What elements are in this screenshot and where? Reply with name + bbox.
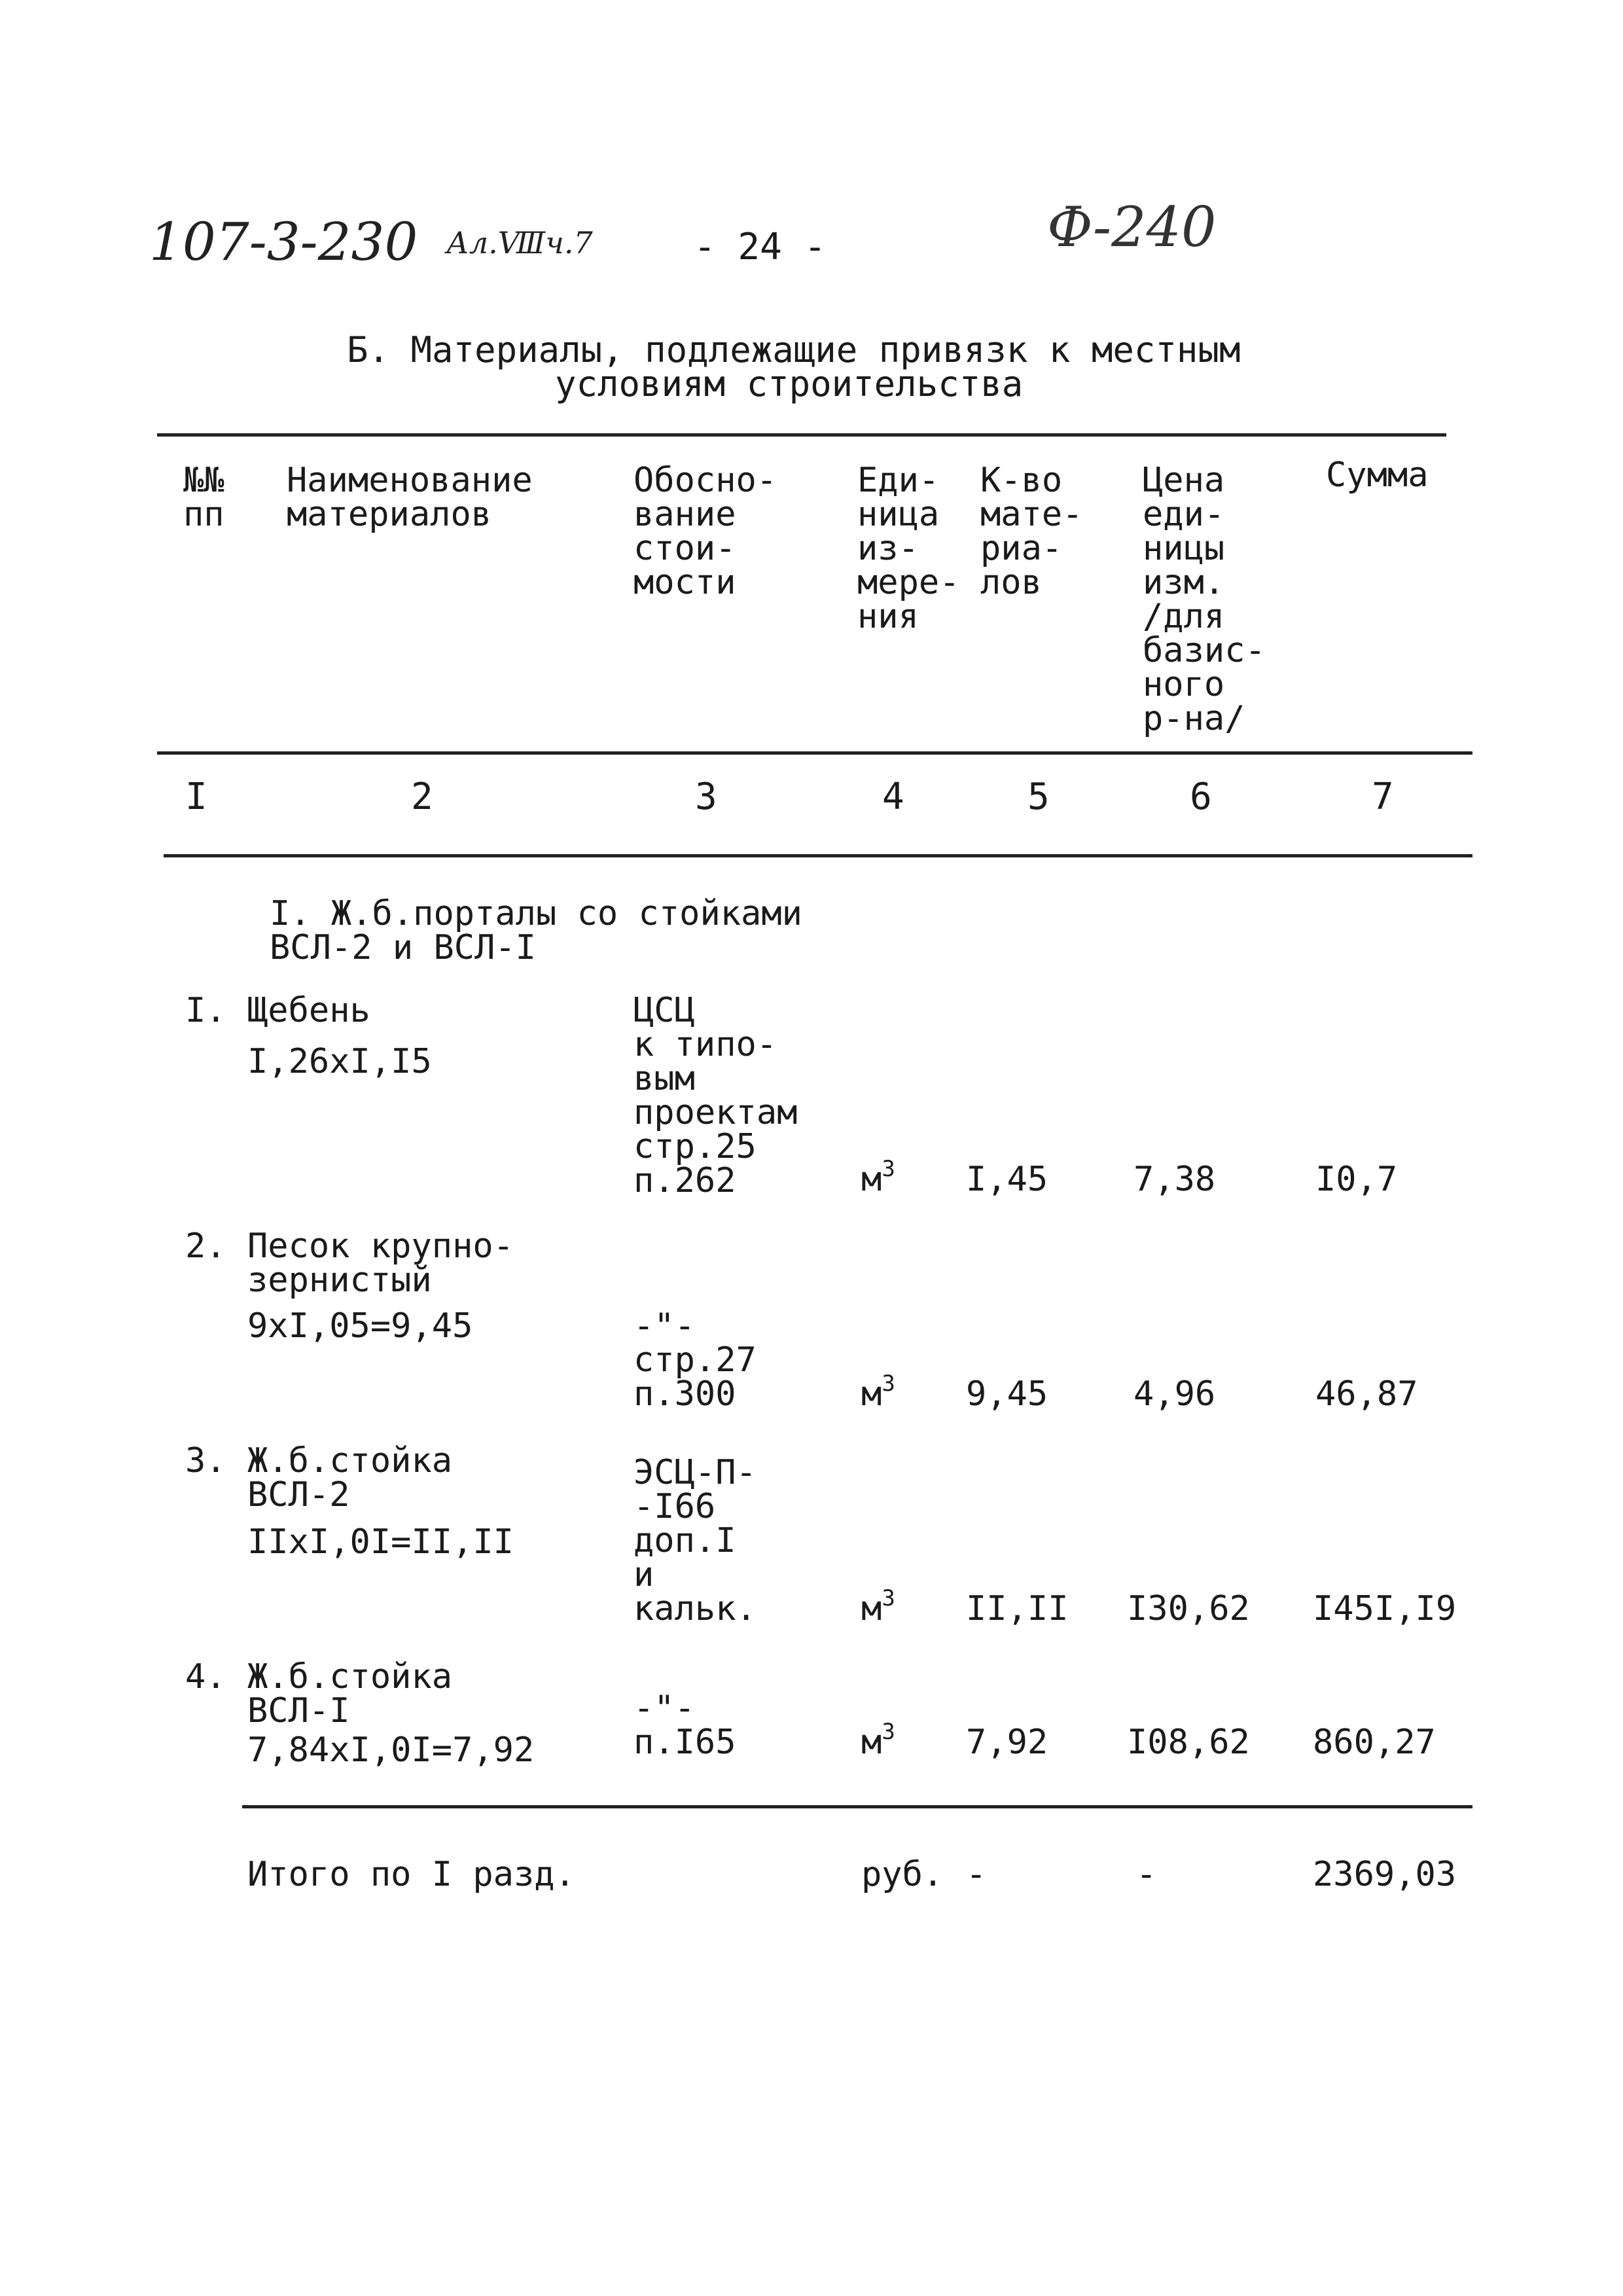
header-bottom-rule (157, 751, 1472, 755)
total-price: - (1136, 1855, 1157, 1894)
row-number: 2. (185, 1227, 226, 1266)
material-name: Ж.б.стойка ВСЛ-I (247, 1657, 453, 1731)
colnum-4: 4 (882, 776, 904, 818)
cost-basis: -"- п.I65 (633, 1689, 736, 1762)
total-rule (242, 1805, 1472, 1808)
header-sum: Сумма (1326, 456, 1429, 495)
quantity-calculation: 9xI,05=9,45 (247, 1306, 473, 1346)
unit: $м^3$ (861, 1585, 895, 1628)
unit-price: I08,62 (1127, 1723, 1250, 1762)
header-name: Наименование материалов (287, 461, 533, 534)
quantity-calculation: 7,84xI,0I=7,92 (247, 1731, 535, 1770)
cost-basis: ЭСЦ-П- -I66 доп.I и кальк. (633, 1453, 757, 1628)
subsection-heading: I. Ж.б.порталы со стойками ВСЛ-2 и ВСЛ-I (270, 894, 802, 967)
page-number: - 24 - (694, 226, 827, 268)
total-sum: 2369,03 (1313, 1855, 1457, 1894)
colnum-5: 5 (1027, 776, 1050, 818)
quantity: II,II (966, 1589, 1069, 1628)
material-name: Щебень (247, 991, 370, 1030)
total-unit: руб. (861, 1855, 944, 1894)
row-number: 3. (185, 1441, 226, 1480)
quantity: 9,45 (966, 1374, 1048, 1414)
unit: $м^3$ (861, 1371, 895, 1414)
section-title-line1: Б. Материалы, подлежащие привязк к местным (347, 329, 1241, 370)
cost-basis: -"- стр.27 п.300 (633, 1306, 757, 1414)
header-unit: Еди- ница из- мере- ния (857, 461, 960, 636)
section-title-line2: условиям строительства (555, 363, 1024, 404)
unit: $м^3$ (861, 1719, 895, 1762)
total-qty: - (966, 1855, 987, 1894)
quantity-calculation: I,26xI,I5 (247, 1042, 432, 1081)
unit-price: 4,96 (1133, 1374, 1216, 1414)
quantity-calculation: IIxI,0I=II,II (247, 1522, 514, 1562)
total-label: Итого по I разд. (247, 1855, 575, 1894)
document-code: 107-3-230 (149, 211, 418, 272)
colnum-1: I (185, 776, 207, 818)
header-num: №№ пп (183, 461, 224, 534)
colnum-6: 6 (1190, 776, 1212, 818)
colnum-bottom-rule (164, 854, 1472, 857)
unit-price: I30,62 (1127, 1589, 1250, 1628)
header-price: Цена еди- ницы изм. /для базис- ного р-на/ (1143, 461, 1266, 738)
quantity: 7,92 (966, 1723, 1048, 1762)
colnum-7: 7 (1372, 776, 1394, 818)
row-sum: 860,27 (1313, 1723, 1436, 1762)
row-sum: 46,87 (1315, 1374, 1418, 1414)
colnum-2: 2 (411, 776, 433, 818)
row-number: 4. (185, 1657, 226, 1696)
row-sum: I0,7 (1315, 1160, 1398, 1199)
header-basis: Обосно- вание стои- мости (633, 461, 777, 602)
unit: $м^3$ (861, 1156, 895, 1199)
handwritten-stamp: Ф-240 (1047, 195, 1217, 259)
colnum-3: 3 (695, 776, 717, 818)
material-name: Песок крупно- зернистый (247, 1227, 514, 1300)
cost-basis: ЦСЦ к типо- вым проектам стр.25 п.262 (633, 991, 798, 1200)
material-name: Ж.б.стойка ВСЛ-2 (247, 1441, 453, 1515)
album-reference: Ал.Ⅷч.7 (446, 225, 593, 260)
header-qty: К-во мате- риа- лов (980, 461, 1083, 602)
table-top-rule (157, 433, 1446, 437)
quantity: I,45 (966, 1160, 1048, 1199)
row-sum: I45I,I9 (1313, 1589, 1457, 1628)
row-number: I. (185, 991, 226, 1030)
unit-price: 7,38 (1133, 1160, 1216, 1199)
